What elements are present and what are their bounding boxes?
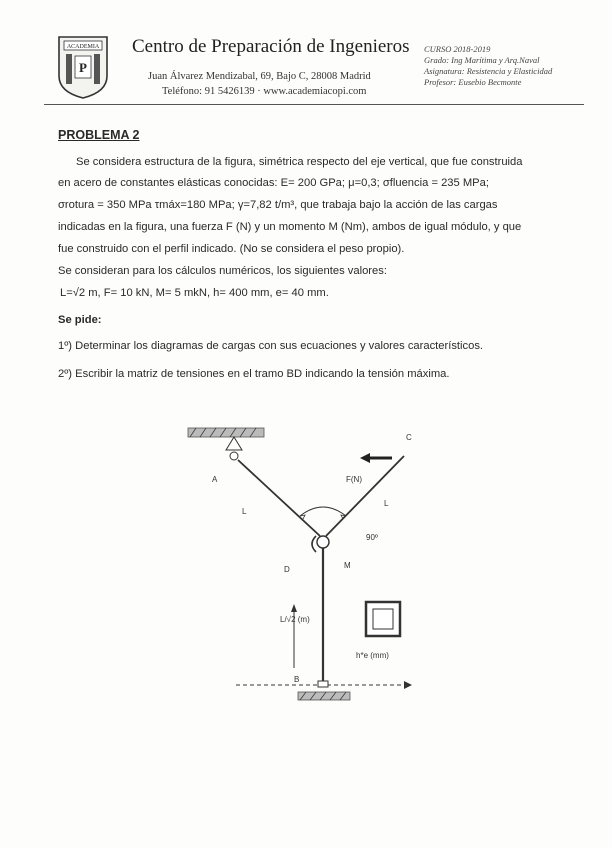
member-ad xyxy=(238,460,320,536)
statement-line: en acero de constantes elásticas conocidas: E= 200 GPa; μ=0,3; σfluencia = 235 MPa; xyxy=(58,177,489,189)
course-professor: Profesor: Eusebio Becmonte xyxy=(424,77,522,87)
numeric-values: L=√2 m, F= 10 kN, M= 5 mkN, h= 400 mm, e= 40 mm. xyxy=(60,287,329,299)
statement-line: σrotura = 350 MPa τmáx=180 MPa; γ=7,82 t/m³, que trabaja bajo la acción de las cargas xyxy=(58,199,498,211)
label-bd-length: L/√2 (m) xyxy=(280,615,310,624)
academy-shield-logo xyxy=(56,34,110,100)
statement-line: Se consideran para los cálculos numéricos, los siguientes valores: xyxy=(58,265,387,277)
course-grade: Grado: Ing Marítima y Arq.Naval xyxy=(424,55,540,65)
label-m: M xyxy=(344,561,351,570)
label-section: h*e (mm) xyxy=(356,651,389,660)
member-cd xyxy=(326,456,404,536)
label-c: C xyxy=(406,433,412,442)
bottom-support xyxy=(298,681,350,700)
statement-line: fue construido con el perfil indicado. (No se considera el peso propio). xyxy=(58,243,405,255)
org-name: Centro de Preparación de Ingenieros xyxy=(132,36,410,57)
statement-line: indicadas en la figura, una fuerza F (N) y un momento M (Nm), ambos de igual módulo, y que xyxy=(58,221,522,233)
label-l-left: L xyxy=(242,507,247,516)
header-divider xyxy=(44,104,584,105)
org-address: Juan Álvarez Mendizabal, 69, Bajo C, 28008 Madrid xyxy=(148,71,371,82)
org-phone-web: Teléfono: 91 5426139 · www.academiacopi.com xyxy=(162,86,367,97)
logo-text: ACADEMIA xyxy=(66,44,100,50)
course-info xyxy=(424,44,604,88)
cross-section xyxy=(366,602,400,636)
logo-letter: P xyxy=(79,60,87,75)
statement-line: Se considera estructura de la figura, simétrica respecto del eje vertical, que fue construida xyxy=(76,156,523,168)
ask-item: 2º) Escribir la matriz de tensiones en el tramo BD indicando la tensión máxima. xyxy=(58,368,450,380)
structure-diagram xyxy=(176,418,436,718)
problem-title: PROBLEMA 2 xyxy=(58,128,140,142)
ask-item: 1º) Determinar los diagramas de cargas con sus ecuaciones y valores característicos. xyxy=(58,340,484,352)
label-a: A xyxy=(212,475,218,484)
asks-label: Se pide: xyxy=(58,314,102,326)
top-support xyxy=(188,428,264,460)
label-f: F(N) xyxy=(346,475,362,484)
label-l-right: L xyxy=(384,499,389,508)
label-angle: 90º xyxy=(366,533,378,542)
label-d: D xyxy=(284,565,290,574)
course-year: CURSO 2018-2019 xyxy=(424,44,491,54)
label-b: B xyxy=(294,675,300,684)
course-subject: Asignatura: Resistencia y Elasticidad xyxy=(424,66,553,76)
